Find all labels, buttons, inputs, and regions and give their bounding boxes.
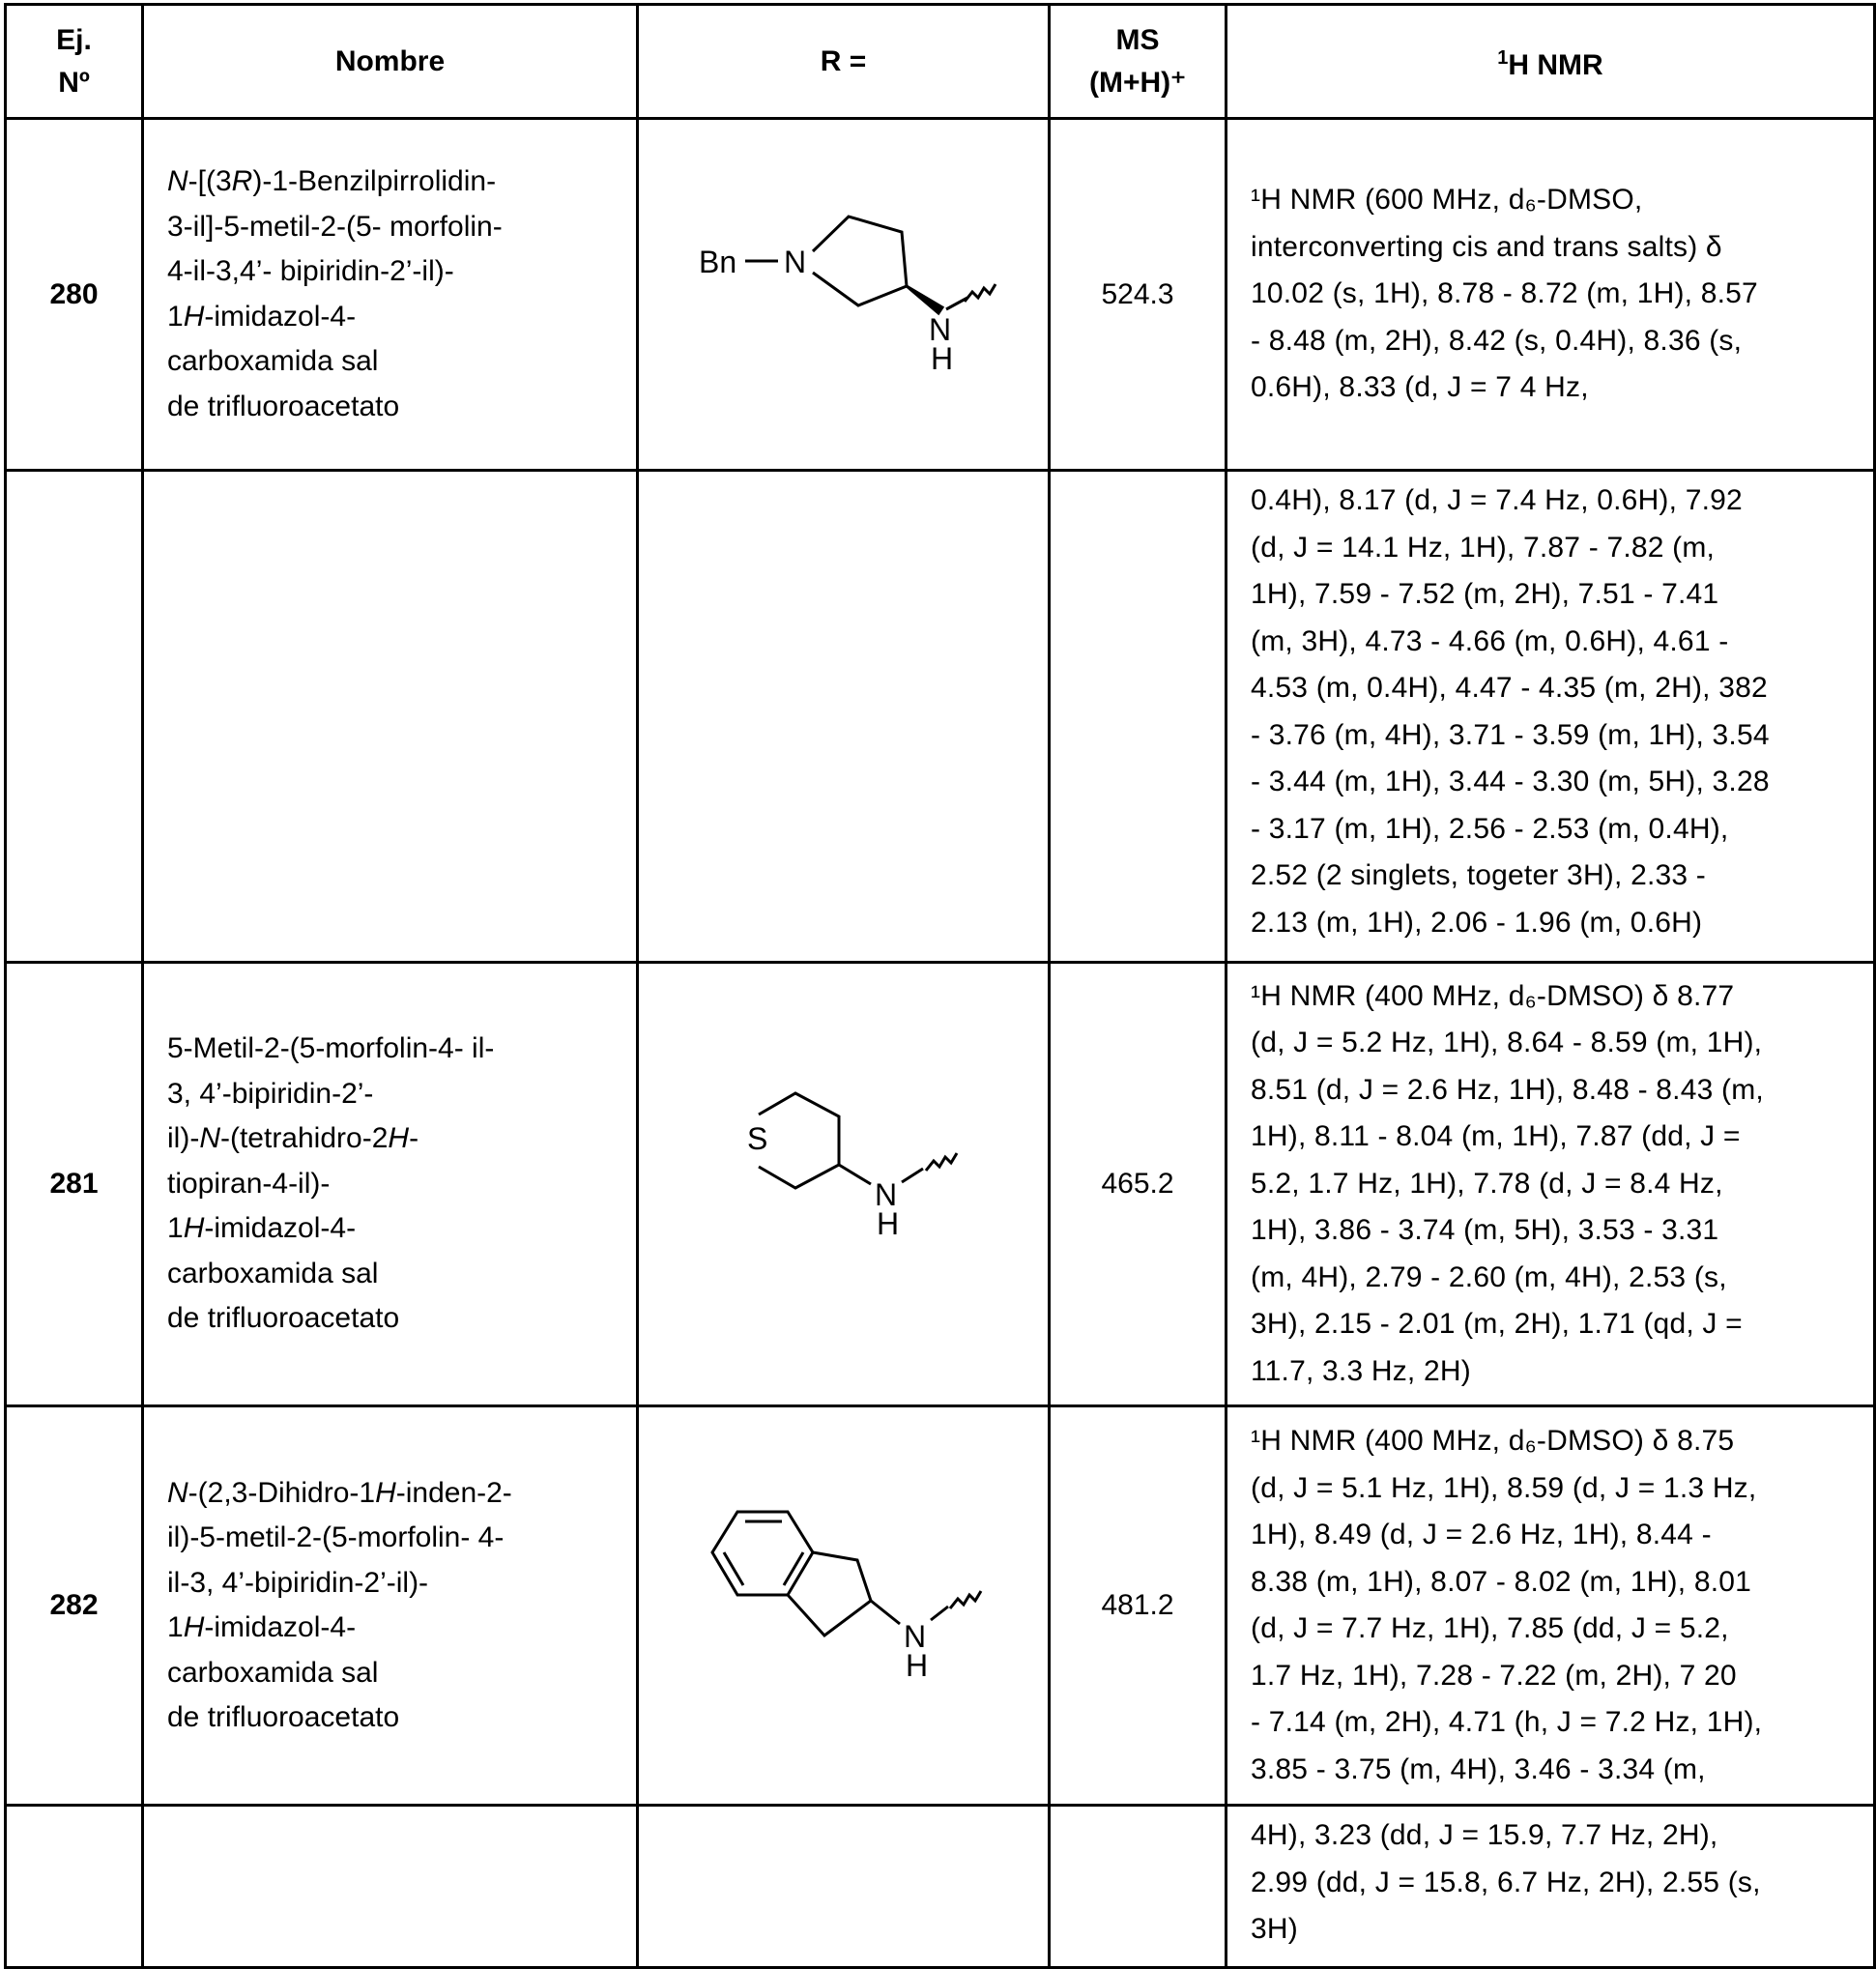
- table-row-continuation: [6, 1806, 1875, 1968]
- header-ej-label: Ej.: [56, 24, 92, 56]
- name-segment: H: [184, 1611, 205, 1643]
- name-segment: tiopiran-4-il)-: [167, 1168, 330, 1200]
- thianyl-structure-icon: [699, 1086, 989, 1279]
- nmr-line: 1H), 7.59 - 7.52 (m, 2H), 7.51 - 7.41: [1251, 571, 1863, 619]
- nmr-text: [1227, 963, 1875, 1406]
- empty-cell: [638, 1806, 1050, 1968]
- header-ms-label: MS: [1116, 24, 1160, 56]
- name-line: [167, 385, 636, 430]
- bn-label: Bn: [699, 245, 736, 279]
- name-line: [167, 1072, 636, 1117]
- benzylpyrrolidine-structure-icon: [689, 166, 998, 418]
- ms-value: 465.2: [1050, 963, 1227, 1406]
- compound-table: [4, 3, 1876, 1969]
- name-segment: il-3, 4’-bipiridin-2’-il)-: [167, 1567, 428, 1599]
- name-line: [167, 1561, 636, 1607]
- name-line: [167, 1027, 636, 1072]
- nmr-line: (d, J = 7.7 Hz, 1H), 7.85 (dd, J = 5.2,: [1251, 1606, 1863, 1653]
- compound-table-page: [0, 0, 1876, 1969]
- nmr-line: 2.13 (m, 1H), 2.06 - 1.96 (m, 0.6H): [1251, 900, 1863, 947]
- name-segment: de trifluoroacetato: [167, 1302, 399, 1334]
- name-segment: H: [388, 1122, 409, 1154]
- name-segment: -imidazol-4-: [204, 1611, 356, 1643]
- n-label: N: [904, 1619, 926, 1654]
- nmr-text: [1227, 1406, 1875, 1806]
- nmr-line: ¹H NMR (400 MHz, d₆-DMSO) δ 8.75: [1251, 1418, 1863, 1465]
- name-segment: N: [167, 165, 188, 197]
- name-segment: carboxamida sal: [167, 345, 378, 377]
- compound-name: [143, 963, 638, 1406]
- name-segment: -imidazol-4-: [204, 301, 356, 333]
- name-line: [167, 159, 636, 205]
- nmr-line: 0.4H), 8.17 (d, J = 7.4 Hz, 0.6H), 7.92: [1251, 478, 1863, 525]
- name-line: [167, 1606, 636, 1651]
- name-line: [167, 1162, 636, 1207]
- nmr-text: [1227, 471, 1875, 963]
- table-row: [6, 1406, 1875, 1806]
- name-segment: il)-: [167, 1122, 199, 1154]
- header-nmr: [1227, 5, 1875, 119]
- nmr-line: ¹H NMR (600 MHz, d₆-DMSO,: [1251, 177, 1863, 224]
- empty-cell: [1050, 471, 1227, 963]
- ring-n-label: N: [784, 245, 806, 279]
- r-structure: [638, 119, 1050, 471]
- name-segment: 3-il]-5-metil-2-(5- morfolin-: [167, 211, 503, 243]
- nmr-line: 2.52 (2 singlets, togeter 3H), 2.33 -: [1251, 853, 1863, 900]
- ms-value: 481.2: [1050, 1406, 1227, 1806]
- empty-cell: [638, 471, 1050, 963]
- s-label: S: [747, 1121, 767, 1156]
- empty-cell: [143, 1806, 638, 1968]
- name-segment: 1: [167, 1212, 184, 1244]
- r-structure: [638, 1406, 1050, 1806]
- name-segment: -: [409, 1122, 418, 1154]
- header-ej: [6, 5, 143, 119]
- nmr-line: (m, 4H), 2.79 - 2.60 (m, 4H), 2.53 (s,: [1251, 1255, 1863, 1302]
- header-ej-label-2: Nº: [58, 67, 90, 99]
- nmr-line: (m, 3H), 4.73 - 4.66 (m, 0.6H), 4.61 -: [1251, 619, 1863, 666]
- name-segment: R: [232, 165, 253, 197]
- name-segment: carboxamida sal: [167, 1258, 378, 1289]
- nmr-line: 2.99 (dd, J = 15.8, 6.7 Hz, 2H), 2.55 (s,: [1251, 1860, 1863, 1907]
- name-segment: -inden-2-: [396, 1477, 512, 1509]
- header-row: [6, 5, 1875, 119]
- nmr-line: 1H), 3.86 - 3.74 (m, 5H), 3.53 - 3.31: [1251, 1207, 1863, 1255]
- name-segment: 1: [167, 1611, 184, 1643]
- header-ms-label-2: (M+H)⁺: [1089, 67, 1186, 99]
- name-line: [167, 1471, 636, 1517]
- name-line: [167, 1296, 636, 1342]
- name-line: [167, 339, 636, 385]
- indanyl-structure-icon: [689, 1492, 998, 1715]
- n-label: N: [875, 1177, 897, 1212]
- name-segment: il)-5-metil-2-(5-morfolin- 4-: [167, 1521, 504, 1553]
- nmr-line: - 8.48 (m, 2H), 8.42 (s, 0.4H), 8.36 (s,: [1251, 318, 1863, 365]
- name-line: [167, 1651, 636, 1696]
- nmr-line: 4H), 3.23 (dd, J = 15.9, 7.7 Hz, 2H),: [1251, 1812, 1863, 1860]
- nmr-line: 3.85 - 3.75 (m, 4H), 3.46 - 3.34 (m,: [1251, 1747, 1863, 1794]
- h-label: H: [931, 341, 953, 376]
- name-segment: 1: [167, 301, 184, 333]
- nmr-line: (d, J = 14.1 Hz, 1H), 7.87 - 7.82 (m,: [1251, 525, 1863, 572]
- nmr-line: (d, J = 5.2 Hz, 1H), 8.64 - 8.59 (m, 1H),: [1251, 1020, 1863, 1067]
- nmr-line: interconverting cis and trans salts) δ: [1251, 224, 1863, 272]
- name-segment: )-1-Benzilpirrolidin-: [252, 165, 496, 197]
- nmr-line: 5.2, 1.7 Hz, 1H), 7.78 (d, J = 8.4 Hz,: [1251, 1161, 1863, 1208]
- nmr-line: 10.02 (s, 1H), 8.78 - 8.72 (m, 1H), 8.57: [1251, 271, 1863, 318]
- nmr-line: (d, J = 5.1 Hz, 1H), 8.59 (d, J = 1.3 Hz,: [1251, 1465, 1863, 1513]
- table-row-continuation: [6, 471, 1875, 963]
- name-segment: 5-Metil-2-(5-morfolin-4- il-: [167, 1032, 494, 1064]
- h-label: H: [906, 1648, 928, 1683]
- name-line: [167, 1516, 636, 1561]
- table-row: [6, 119, 1875, 471]
- name-segment: H: [375, 1477, 396, 1509]
- empty-cell: [1050, 1806, 1227, 1968]
- name-segment: de trifluoroacetato: [167, 1701, 399, 1733]
- name-segment: N: [199, 1122, 220, 1154]
- name-segment: H: [184, 301, 205, 333]
- nmr-line: 3H): [1251, 1906, 1863, 1954]
- example-number: 280: [6, 119, 143, 471]
- nmr-line: 1.7 Hz, 1H), 7.28 - 7.22 (m, 2H), 7 20: [1251, 1653, 1863, 1700]
- nmr-line: - 3.76 (m, 4H), 3.71 - 3.59 (m, 1H), 3.54: [1251, 712, 1863, 760]
- empty-cell: [6, 1806, 143, 1968]
- header-nombre: Nombre: [143, 5, 638, 119]
- nmr-text: [1227, 1806, 1875, 1968]
- example-number: 282: [6, 1406, 143, 1806]
- nmr-line: - 7.14 (m, 2H), 4.71 (h, J = 7.2 Hz, 1H),: [1251, 1699, 1863, 1747]
- name-line: [167, 295, 636, 340]
- header-ms: [1050, 5, 1227, 119]
- nmr-line: 3H), 2.15 - 2.01 (m, 2H), 1.71 (qd, J =: [1251, 1301, 1863, 1348]
- name-segment: -imidazol-4-: [204, 1212, 356, 1244]
- name-line: [167, 205, 636, 250]
- nmr-text: [1227, 119, 1875, 471]
- empty-cell: [6, 471, 143, 963]
- empty-cell: [143, 471, 638, 963]
- r-structure: [638, 963, 1050, 1406]
- table-row: [6, 963, 1875, 1406]
- name-segment: 4-il-3,4’- bipiridin-2’-il)-: [167, 255, 454, 287]
- nmr-line: 1H), 8.11 - 8.04 (m, 1H), 7.87 (dd, J =: [1251, 1114, 1863, 1161]
- nmr-line: ¹H NMR (400 MHz, d₆-DMSO) δ 8.77: [1251, 973, 1863, 1021]
- name-line: [167, 1206, 636, 1252]
- h-label: H: [877, 1206, 899, 1241]
- name-segment: -(2,3-Dihidro-1: [188, 1477, 375, 1509]
- name-segment: N: [167, 1477, 188, 1509]
- nmr-line: 8.38 (m, 1H), 8.07 - 8.02 (m, 1H), 8.01: [1251, 1559, 1863, 1607]
- header-nmr-sup: 1: [1497, 47, 1508, 69]
- compound-name: [143, 1406, 638, 1806]
- name-segment: -(tetrahidro-2: [220, 1122, 388, 1154]
- nmr-line: 0.6H), 8.33 (d, J = 7 4 Hz,: [1251, 364, 1863, 412]
- n-label: N: [929, 312, 951, 347]
- nmr-line: 4.53 (m, 0.4H), 4.47 - 4.35 (m, 2H), 382: [1251, 665, 1863, 712]
- example-number: 281: [6, 963, 143, 1406]
- header-nmr-label: H NMR: [1508, 49, 1602, 81]
- name-segment: H: [184, 1212, 205, 1244]
- name-segment: carboxamida sal: [167, 1657, 378, 1689]
- nmr-line: 11.7, 3.3 Hz, 2H): [1251, 1348, 1863, 1396]
- header-r: R =: [638, 5, 1050, 119]
- name-line: [167, 1252, 636, 1297]
- nmr-line: - 3.17 (m, 1H), 2.56 - 2.53 (m, 0.4H),: [1251, 806, 1863, 854]
- name-line: [167, 1695, 636, 1741]
- nmr-line: 1H), 8.49 (d, J = 2.6 Hz, 1H), 8.44 -: [1251, 1512, 1863, 1559]
- name-segment: -[(3: [188, 165, 232, 197]
- ms-value: 524.3: [1050, 119, 1227, 471]
- name-segment: 3, 4’-bipiridin-2’-: [167, 1078, 373, 1110]
- name-line: [167, 249, 636, 295]
- nmr-line: 8.51 (d, J = 2.6 Hz, 1H), 8.48 - 8.43 (m,: [1251, 1067, 1863, 1115]
- name-line: [167, 1116, 636, 1162]
- compound-name: [143, 119, 638, 471]
- nmr-line: - 3.44 (m, 1H), 3.44 - 3.30 (m, 5H), 3.28: [1251, 759, 1863, 806]
- name-segment: de trifluoroacetato: [167, 391, 399, 422]
